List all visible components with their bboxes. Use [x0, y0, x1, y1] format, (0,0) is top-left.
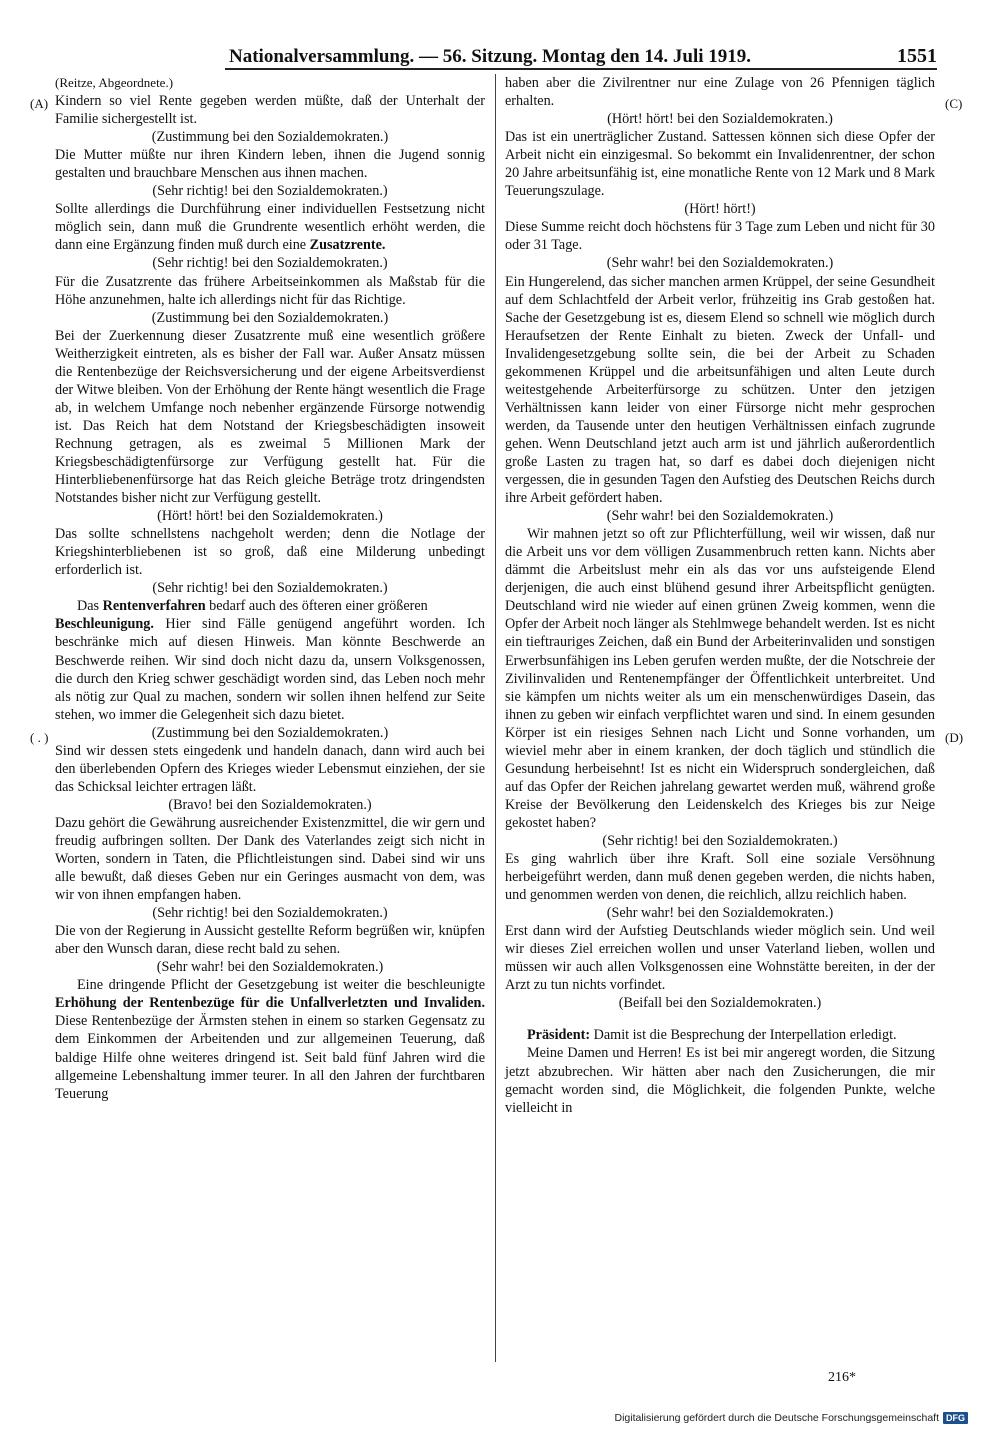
paragraph-text: Diese Summe reicht doch höchstens für 3 Tage zum Leben und nicht für 30 oder 31 Tage.	[505, 219, 935, 254]
footer-text: Digitalisierung gefördert durch die Deutsche Forschungsgemeinschaft	[614, 1412, 939, 1424]
paragraph	[55, 200, 485, 254]
emphasis-text: Erhöhung der Rentenbezüge für die Unfallverletzten und Invaliden.	[55, 995, 485, 1012]
paragraph-text: (Sehr richtig! bei den Sozialdemokraten.)	[152, 255, 388, 272]
interjection	[55, 724, 485, 742]
paragraph	[55, 742, 485, 796]
president-paragraph	[505, 1026, 935, 1044]
paragraph-text: (Sehr richtig! bei den Sozialdemokraten.)	[152, 905, 388, 922]
paragraph	[55, 976, 485, 1102]
dfg-logo: DFG	[943, 1412, 968, 1424]
paragraph-text: (Sehr wahr! bei den Sozialdemokraten.)	[606, 905, 834, 922]
paragraph-text: Das sollte schnellstens nachgeholt werden; denn die Notlage der Kriegshinterbliebenen ist so groß, daß eine Milderung unbedingt erforderlich ist.	[55, 526, 485, 579]
paragraph	[55, 615, 485, 723]
paragraph-text: Ein Hungerelend, das sicher manchen armen Krüppel, der seine Gesundheit auf dem Schlachtfeld der Arbeit verlor, frühzeitig ins Grab gestoßen hat. Sache der Gesetzgebung ist es, diesem Elend so schnell wie möglich durch Heraufsetzen der Rente Einhalt zu bieten. Zweck der Unfall- und Invalidengesetzgebung sollte sein, die bei der Arbeit zu Schaden gekommenen Krüppel und die arbeitsunfähigen und alten Leute durch weitestgehende Arbeiterfürsorge zu schützen. Unter den jetzigen Verhältnissen kann leider von einer Fürsorge nicht mehr gesprochen werden, da Tausende unter den heutigen Verhältnissen einfach zugrunde gehen. Wenn Deutschland jetzt auch arm ist und jährlich außerordentlich große Lasten zu tragen hat, so darf es dabei doch diejenigen nicht vergessen, die in gesunden Tagen den Aufstieg des Deutschen Reichs durch ihre Arbeit gefördert haben.	[505, 273, 935, 507]
paragraph-text: Die von der Regierung in Aussicht gestellte Reform begrüßen wir, knüpfen aber den Wunsch daran, diese recht bald zu sehen.	[55, 923, 485, 958]
paragraph-text-after: Diese Rentenbezüge der Ärmsten stehen in einem so starken Gegensatz zu dem Einkommen der Arbeitenden und zur allgemeinen Teuerung, daß baldige Hilfe ohne weiteres dringend ist. Seit bald fünf Jahren wird die allgemeine Lebenshaltung immer teurer. In all den Jahren der furchtbaren Teuerung	[55, 1013, 485, 1102]
paragraph-text: Dazu gehört die Gewährung ausreichender Existenzmittel, die wir gern und freudig aufbringen sollten. Der Dank des Vaterlandes zeigt sich nicht in Worten, sondern in Taten, die Pflichtleistungen sind. Dabei sind wir uns alle bewußt, daß dieses Geben nur ein Geringes ausmacht von dem, was wir von ihnen empfangen haben.	[55, 814, 485, 904]
interjection	[55, 904, 485, 922]
paragraph	[55, 922, 485, 958]
interjection	[55, 182, 485, 200]
paragraph-text: Bei der Zuerkennung dieser Zusatzrente muß eine wesentlich größere Weitherzigkeit eintreten, als es bisher der Fall war. Außer Ansatz müssen die Rentenbezüge der Reichsversicherung und der eigene Arbeitsverdienst der Witwe bleiben. Von der Erhöhung der Rente hängt wesentlich die Frage ab, in welchem Umfange noch nebenher ergänzende Fürsorge notwendig ist. Das Reich hat dem Notstand der Kriegsbeschädigten insoweit Rechnung getragen, als es zweimal 5 Millionen Mark der Kriegsbeschädigtenfürsorge zur Verfügung gestellt hat. Für die Hinterbliebenenfürsorge hat das Reich gleiche Beträge trotz dringendsten Notstandes bisher nicht zur Verfügung gestellt.	[55, 327, 485, 507]
paragraph	[505, 1044, 935, 1116]
interjection	[505, 904, 935, 922]
paragraph	[505, 273, 935, 508]
paragraph-text: (Sehr richtig! bei den Sozialdemokraten.)	[152, 580, 388, 597]
paragraph-text: Sollte allerdings die Durchführung einer individuellen Festsetzung nicht möglich sein, dann muß die Grundrente wesentlich erhöht werden, die dann eine Ergänzung finden muß durch eine	[55, 201, 485, 254]
interjection	[505, 832, 935, 850]
paragraph-text: Erst dann wird der Aufstieg Deutschlands wieder möglich sein. Und weil wir dieses Ziel erreichen wollen und unser Vaterland lieben, wollen und müssen wir auch allen Volksgenossen eine Wohnstätte bereiten, in der der Arzt zu tun nichts vorfindet.	[505, 923, 935, 994]
paragraph	[55, 273, 485, 309]
paragraph	[505, 850, 935, 904]
interjection	[55, 309, 485, 327]
paragraph	[55, 146, 485, 182]
interjection	[505, 110, 935, 128]
margin-mark-a: (A)	[30, 96, 49, 111]
interjection	[55, 507, 485, 525]
paragraph	[55, 814, 485, 904]
paragraph-text: (Reitze, Abgeordnete.)	[55, 75, 174, 90]
paragraph-text: Kindern so viel Rente gegeben werden müßte, daß der Unterhalt der Familie sichergestellt ist.	[55, 93, 485, 128]
paragraph-text-after: Hier sind Fälle genügend angeführt worden. Ich beschränke mich auf diesen Hinweis. Man könnte Beschwerde an Beschwerde reihen. Wir sind doch nicht dazu da, unsern Volksgenossen, die durch den Krieg schwer geschädigt worden sind, das Leben noch mehr als nötig zur Qual zu machen, sondern wir sollen ihnen helfend zur Seite stehen, wo immer die Gelegenheit sich dazu bietet.	[55, 616, 485, 723]
page-number: 1551	[897, 45, 937, 67]
paragraph-text: Eine dringende Pflicht der Gesetzgebung ist weiter die beschleunigte	[77, 977, 485, 994]
page-header	[225, 42, 937, 70]
paragraph-text-after: Damit ist die Besprechung der Interpellation erledigt.	[590, 1027, 897, 1044]
emphasis-text: Beschleunigung.	[55, 616, 154, 633]
interjection	[55, 579, 485, 597]
paragraph-text: (Hört! hört! bei den Sozialdemokraten.)	[607, 111, 833, 128]
paragraph	[505, 74, 935, 110]
paragraph-text: Die Mutter müßte nur ihren Kindern leben, ihnen die Jugend sonnig gestalten und brauchbare Menschen aus ihnen machen.	[55, 147, 485, 182]
interjection	[505, 200, 935, 218]
paragraph-text: haben aber die Zivilrentner nur eine Zulage von 26 Pfennigen täglich erhalten.	[505, 75, 935, 110]
emphasis-text: Rentenverfahren	[102, 598, 206, 615]
paragraph-text: (Sehr wahr! bei den Sozialdemokraten.)	[156, 959, 384, 976]
paragraph-text: Wir mahnen jetzt so oft zur Pflichterfüllung, weil wir wissen, daß nur die Arbeit uns vor dem völligen Zusammenbruch retten kann. Nichts aber dämmt die Arbeitslust mehr ein als das vor uns aufsteigende Elend derjenigen, die auch einst blühend gesund ihrer Arbeitspflicht genügten. Deutschland wird nie wieder auf einen grünen Zweig kommen, wenn die Opfer der Arbeit noch länger als Stehlmwege behandelt werden. Ist es nicht ein tieftrauriges Zeichen, daß ein Bund der Arbeiterinvaliden und sonstigen Erwerbsunfähigen ins Leben gerufen werden mußte, der die Notschreie der Zivilinvaliden und Rentenempfänger der Öffentlichkeit unterbreitet. Und sie kämpfen um nichts weiter als um ein menschenwürdiges Dasein, das ihnen zu geben wir einfach verpflichtet waren und sind. In einem gesunden Körper ist ein riesiges Sehnen nach Licht und Sonne vorhanden, um wieviel mehr aber in einem kranken, der doch täglich und stündlich die Gesundung herbeisehnt! Ist es nicht ein Widerspruch sondergleichen, daß auf das Opfer der Reichen jahrelang gewartet werden muß, während große Kreise der Bevölkerung den Leidenskelch des Krieges bis zur Neige gekostet haben?	[505, 526, 935, 831]
paragraph	[55, 597, 485, 615]
paragraph-text: (Hört! hört! bei den Sozialdemokraten.)	[157, 508, 383, 525]
footer	[614, 1412, 968, 1424]
page-title: Nationalversammlung. — 56. Sitzung. Montag den 14. Juli 1919.	[229, 46, 752, 67]
paragraph	[505, 218, 935, 254]
right-column	[505, 74, 935, 1117]
interjection	[505, 507, 935, 525]
paragraph	[505, 525, 935, 832]
column-divider	[495, 74, 496, 1362]
paragraph-text: (Sehr wahr! bei den Sozialdemokraten.)	[606, 508, 834, 525]
speaker-label	[55, 74, 485, 92]
paragraph-text: (Zustimmung bei den Sozialdemokraten.)	[151, 309, 389, 326]
paragraph-text: Das ist ein unerträglicher Zustand. Sattessen können sich diese Opfer der Arbeit nicht ein einzigesmal. So bekommt ein Invalidenrentner, der schon 20 Jahre arbeitsunfähig ist, eine monatliche Rente von 12 Mark und 8 Mark Teuerungszulage.	[505, 129, 935, 200]
paragraph-text: (Beifall bei den Sozialdemokraten.)	[618, 995, 822, 1012]
paragraph-text-after: bedarf auch des öfteren einer größeren	[205, 598, 428, 615]
paragraph-text: (Sehr richtig! bei den Sozialdemokraten.)	[152, 183, 388, 200]
paragraph-text: Sind wir dessen stets eingedenk und handeln danach, dann wird auch bei den überlebenden Opfern des Krieges wieder Lebensmut einziehen, der sie das Schicksal leichter ertragen läßt.	[55, 742, 485, 795]
paragraph	[55, 327, 485, 507]
left-column	[55, 74, 485, 1103]
paragraph-text: Meine Damen und Herren! Es ist bei mir angeregt worden, die Sitzung jetzt abzubrechen. Wir hätten aber nach den Zusicherungen, die mir gemacht worden sind, die Möglichkeit, die folgenden Punkte, welche vielleicht in	[505, 1045, 935, 1116]
paragraph	[505, 128, 935, 200]
paragraph-text: (Zustimmung bei den Sozialdemokraten.)	[151, 129, 389, 146]
paragraph	[505, 922, 935, 994]
paragraph-text: (Hört! hört!)	[684, 201, 756, 218]
margin-mark-c: (C)	[945, 96, 963, 111]
paragraph-text: (Zustimmung bei den Sozialdemokraten.)	[151, 724, 389, 741]
margin-mark-b: ( . )	[30, 730, 49, 745]
interjection	[505, 254, 935, 272]
paragraph-text: (Bravo! bei den Sozialdemokraten.)	[168, 796, 372, 813]
margin-mark-d: (D)	[945, 730, 964, 745]
paragraph-text: Es ging wahrlich über ihre Kraft. Soll eine soziale Versöhnung herbeigeführt werden, dann muß denen gegeben werden, die nichts haben, und genommen werden von denen, die reichlich, allzu reichlich haben.	[505, 851, 935, 904]
interjection	[55, 254, 485, 272]
interjection	[505, 994, 935, 1012]
paragraph-text: Das	[77, 598, 103, 615]
paragraph-text: (Sehr wahr! bei den Sozialdemokraten.)	[606, 255, 834, 272]
interjection	[55, 128, 485, 146]
paragraph	[55, 92, 485, 128]
emphasis-text: Zusatzrente.	[309, 237, 386, 254]
interjection	[55, 796, 485, 814]
paragraph	[55, 525, 485, 579]
interjection	[55, 958, 485, 976]
paragraph-text: Für die Zusatzrente das frühere Arbeitseinkommen als Maßstab für die Höhe anzunehmen, halte ich allerdings nicht für das Richtige.	[55, 273, 485, 308]
signature-mark: 216*	[828, 1370, 856, 1385]
emphasis-text: Präsident:	[527, 1027, 591, 1044]
paragraph-text: (Sehr richtig! bei den Sozialdemokraten.)	[602, 832, 838, 849]
